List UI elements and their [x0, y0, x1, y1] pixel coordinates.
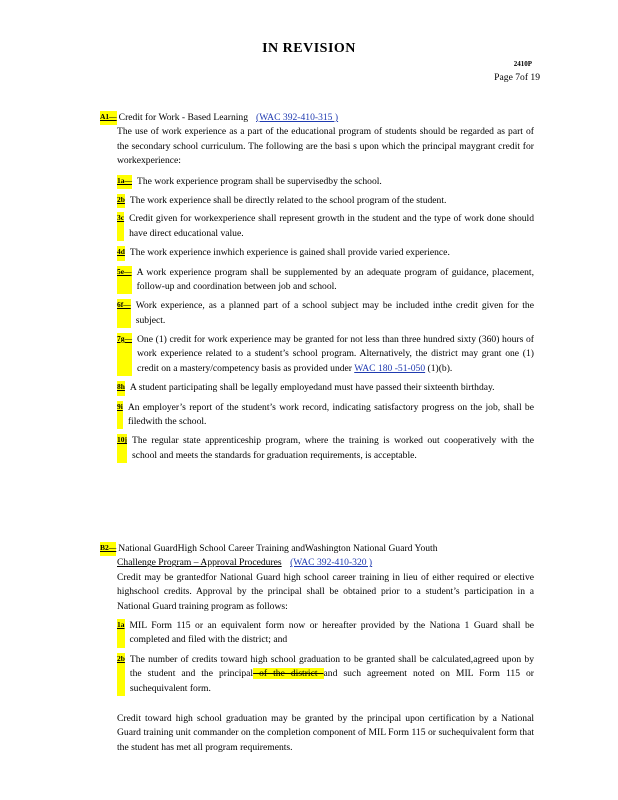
item-number: 3c: [117, 212, 124, 241]
section-heading-line2: [117, 556, 534, 570]
item-text: A work experience program shall be supplemented by an adequate program of guidance, placement, follow-up and coordination between job and school.: [136, 266, 534, 292]
item-number: 10j: [117, 434, 127, 463]
section-number: B2—: [100, 542, 116, 556]
item-number: 2b: [117, 194, 125, 208]
item-number: 7g—: [117, 333, 132, 376]
item-number: 6f—: [117, 299, 131, 328]
section-number: A1—: [100, 111, 117, 125]
section-intro: The use of work experience as a part of the educational program of students should be regarded as part of the secondary school curriculum. The following are the basi s upon which the principal maygrant credit for workexperience:: [117, 126, 534, 167]
list-item: [117, 619, 534, 648]
section-heading: [100, 542, 534, 556]
item-text: [134, 333, 534, 376]
wac-link[interactable]: WAC 180 -51-050: [354, 362, 426, 374]
section-subtitle: Challenge Program – Approval Procedures: [117, 557, 282, 569]
item-number: 5e—: [117, 266, 132, 295]
list-item: [117, 175, 534, 189]
wac-link[interactable]: (WAC 392-410-320 ): [290, 557, 373, 569]
list-item: [117, 299, 534, 328]
page-number: Page 7of 19: [494, 72, 540, 83]
wac-link[interactable]: (WAC 392-410-315 ): [256, 112, 339, 123]
section-intro: Credit may be grantedfor National Guard high school career training in lieu of either required or elective highschool credits. Approval by the principal shall be obtained prior to a student’s participation in a National Guard training program as follows:: [117, 571, 534, 612]
item-number: 8h: [117, 381, 125, 395]
item-number: 1a—: [117, 175, 132, 189]
item-text-body: One (1) credit for work experience may be granted for not less than three hundred sixty (360) hours of work experience related to a student’s school program. Alternatively, the district may grant one (1) credit on a mastery/competency basis as provided under: [137, 334, 534, 374]
item-text: [127, 653, 534, 696]
list-item: [117, 381, 534, 395]
list-item: [117, 333, 534, 376]
list-item: [117, 401, 534, 430]
section-heading: [100, 111, 534, 125]
item-text-body: The number of credits toward high school graduation to be granted shall be calculated,agreed upon by the student and the principal: [129, 653, 534, 680]
list-item: [117, 434, 534, 463]
item-text: An employer’s report of the student’s work record, indicating satisfactory progress on the job, shall be filedwith the school.: [127, 401, 534, 428]
item-text: The work experience shall be directly related to the school program of the student.: [129, 194, 447, 206]
list-item: [117, 246, 534, 260]
section-national-guard: [100, 542, 534, 755]
item-text: The work experience inwhich experience is gained shall provide varied experience.: [129, 247, 450, 259]
list-item: [117, 266, 534, 295]
section-work-based-learning: [100, 111, 534, 463]
list-item: [117, 212, 534, 241]
list-item: [117, 194, 534, 208]
closing-paragraph: Credit toward high school graduation may be granted by the principal upon certification by a National Guard training unit commander on the completion component of MIL Form 115 or suchequivalent form that the student has met all program requirements.: [117, 712, 534, 753]
item-number: 9i: [117, 401, 123, 430]
revision-title: IN REVISION: [262, 41, 356, 56]
item-text-tail: (1)(b).: [425, 362, 453, 374]
section-title: Credit for Work - Based Learning: [118, 112, 248, 123]
item-number: 1a: [117, 619, 125, 648]
struck-text: of the district: [253, 668, 324, 680]
item-text-tail: and such agreement noted on MIL Form 115 or suchequivalent form.: [129, 668, 535, 694]
item-text: Credit given for workexperience shall represent growth in the student and the type of work done should have direct educational value.: [129, 213, 534, 239]
item-text: MIL Form 115 or an equivalent form now or hereafter provided by the Nationa 1 Guard shall be completed and filed with the district; and: [129, 619, 534, 646]
policy-code: 2410P: [513, 60, 532, 68]
item-number: 2b: [117, 653, 125, 696]
item-text: Work experience, as a planned part of a school subject may be included inthe credit given for the subject.: [135, 300, 534, 326]
item-number: 4d: [117, 246, 125, 260]
item-text: The regular state apprenticeship program, where the training is worked out cooperatively with the school and meets the standards for graduation requirements, is acceptable.: [132, 435, 534, 461]
item-text: The work experience program shall be supervisedby the school.: [137, 175, 382, 187]
list-item: [117, 653, 534, 696]
item-text: A student participating shall be legally employedand must have passed their sixteenth birthday.: [129, 382, 495, 394]
section-title: National GuardHigh School Career Training andWashington National Guard Youth: [118, 543, 438, 554]
